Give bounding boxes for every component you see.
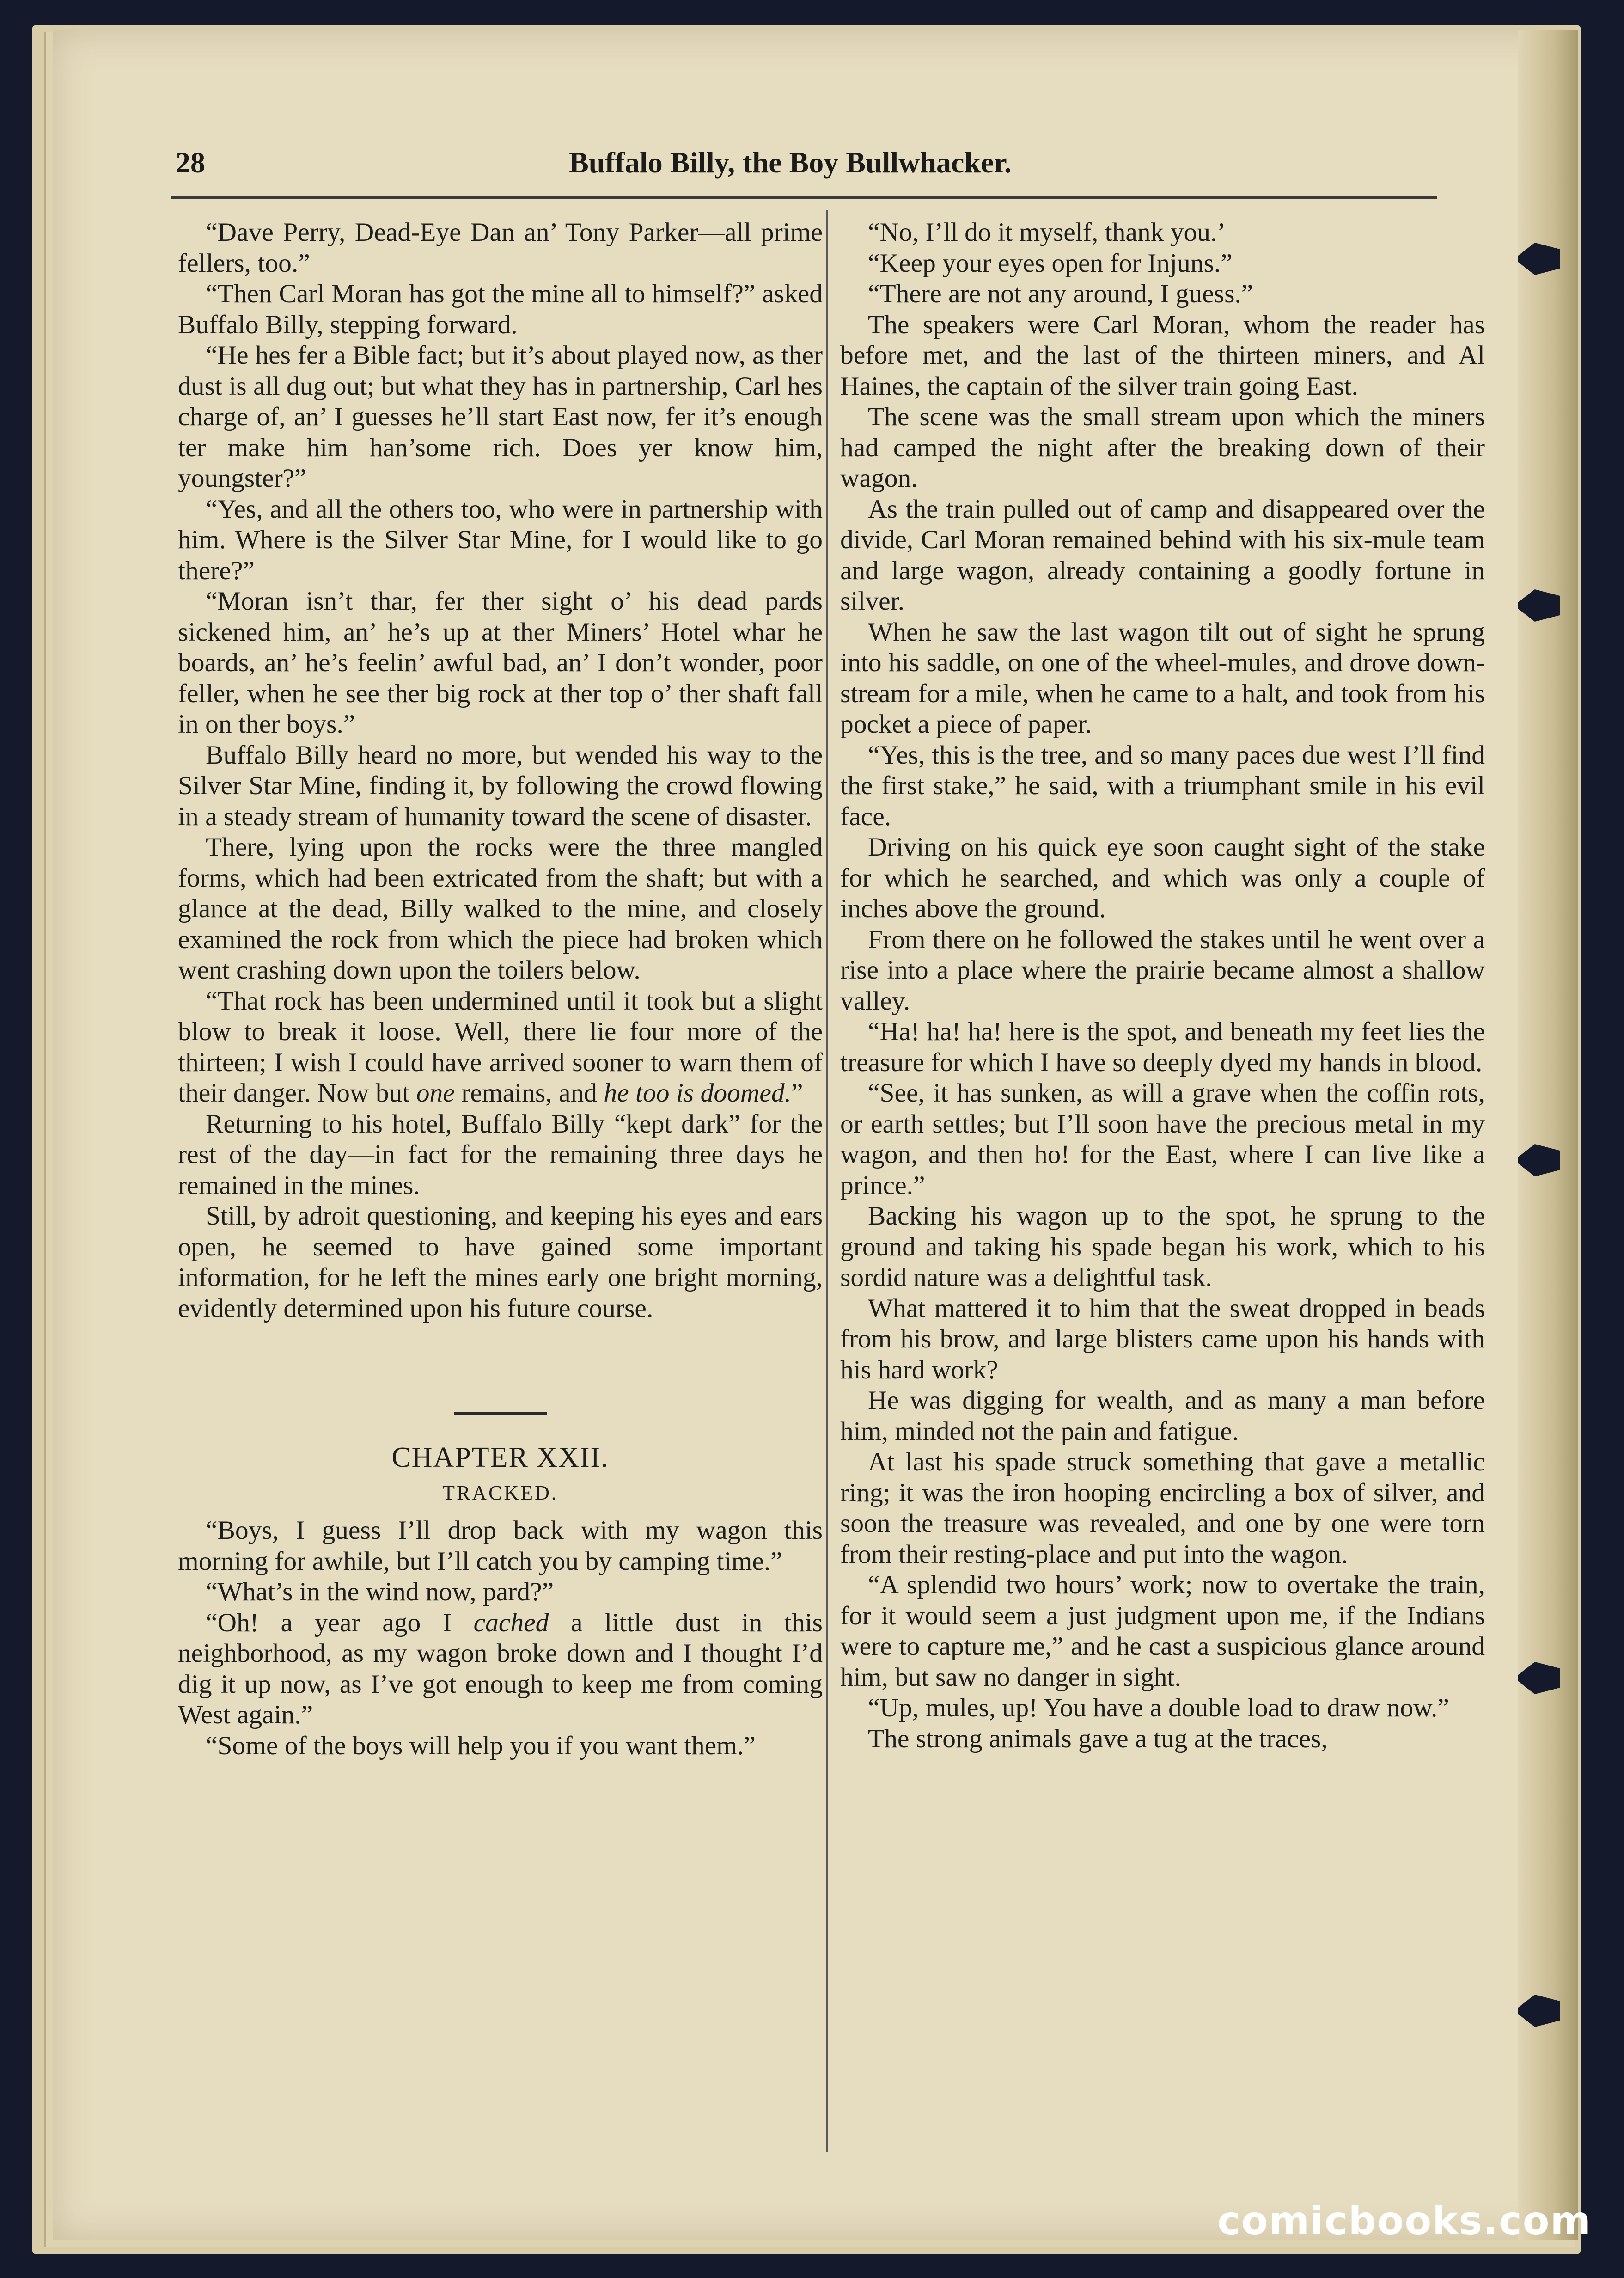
paragraph: “Ha! ha! ha! here is the spot, and beneath my feet lies the treasure for which I have so deeply dyed my hands in blood. (840, 1017, 1485, 1077)
header-rule (171, 196, 1437, 199)
italic-text: he too is doomed. (604, 1078, 792, 1108)
chapter-title: CHAPTER XXII. (391, 1442, 609, 1473)
paragraph: From there on he followed the stakes until he went over a rise into a place where the prairie became almost a shallow valley. (840, 925, 1485, 1016)
paragraph: There, lying upon the rocks were the three mangled forms, which had been extricated from the shaft; but with a glance at the dead, Billy walked to the mine, and closely examined the rock from which the piece had broken which went crashing down upon the toilers below. (178, 833, 823, 985)
paragraph: Returning to his hotel, Buffalo Billy “kept dark” for the rest of the day—in fact for the remaining three days he remained in the mines. (178, 1109, 823, 1200)
paragraph-text: remains, and (454, 1078, 604, 1108)
running-title: Buffalo Billy, the Boy Bullwhacker. (569, 146, 1012, 179)
watermark-text: comicbooks.com (1217, 2198, 1592, 2243)
paragraph-text: ” (791, 1078, 803, 1108)
paragraph: “Then Carl Moran has got the mine all to himself?” asked Buffalo Billy, stepping forward. (178, 279, 823, 339)
paragraph: “Boys, I guess I’ll drop back with my wagon this morning for awhile, but I’ll catch you by camping time.” (178, 1516, 823, 1576)
paragraph: “See, it has sunken, as will a grave when the coffin rots, or earth settles; but I’ll soon have the precious metal in my wagon, and then ho! for the East, where I can live like a prince.” (840, 1078, 1485, 1200)
paragraph: Still, by adroit questioning, and keeping his eyes and ears open, he seemed to have gained some important information, for he left the mines early one bright morning, evidently determined upon his future course. (178, 1201, 823, 1323)
left-column (178, 217, 823, 1761)
paragraph-text: “That rock has been undermined until it took but a slight blow to break it loose. Well, there lie four more of the thirteen; I wish I could have arrived sooner to warn them of their danger. Now but (178, 986, 823, 1108)
paragraph: “No, I’ll do it myself, thank you.’ (868, 218, 1226, 247)
paragraph (178, 986, 823, 1109)
paragraph: “Dave Perry, Dead-Eye Dan an’ Tony Parker—all prime fellers, too.” (178, 218, 823, 278)
page-header (120, 146, 1460, 192)
paragraph: The speakers were Carl Moran, whom the reader has before met, and the last of the thirteen miners, and Al Haines, the captain of the silver train going East. (840, 310, 1485, 401)
italic-text: cached (473, 1608, 549, 1637)
paragraph-text: “Oh! a year ago I (206, 1608, 474, 1637)
paragraph: “Yes, this is the tree, and so many paces due west I’ll find the first stake,” he said, with a triumphant smile in his evil face. (840, 740, 1485, 831)
paragraph: “What’s in the wind now, pard?” (206, 1577, 554, 1606)
paragraph: When he saw the last wagon tilt out of sight he sprung into his saddle, on one of the wheel-mules, and drove down-stream for a mile, when he came to a halt, and took from his pocket a piece of paper. (840, 617, 1485, 739)
paragraph: The scene was the small stream upon which the miners had camped the night after the breaking down of their wagon. (840, 402, 1485, 493)
paragraph: “Some of the boys will help you if you want them.” (206, 1731, 756, 1760)
paragraph: Buffalo Billy heard no more, but wended his way to the Silver Star Mine, finding it, by following the crowd flowing in a steady stream of humanity toward the scene of disaster. (178, 740, 823, 831)
chapter-separator-rule (454, 1412, 547, 1415)
paragraph: “There are not any around, I guess.” (868, 279, 1253, 308)
paragraph: The strong animals gave a tug at the traces, (868, 1724, 1328, 1753)
paragraph: “Up, mules, up! You have a double load to draw now.” (868, 1693, 1449, 1722)
page-binding (1518, 30, 1578, 2240)
page-number: 28 (176, 146, 205, 179)
paragraph: Driving on his quick eye soon caught sight of the stake for which he searched, and which was only a couple of inches above the ground. (840, 833, 1485, 923)
paragraph: Backing his wagon up to the spot, he sprung to the ground and taking his spade began his work, which to his sordid nature was a delightful task. (840, 1201, 1485, 1292)
chapter-subtitle: TRACKED. (442, 1481, 558, 1504)
paragraph (178, 1608, 823, 1731)
italic-text: one (416, 1078, 455, 1108)
paragraph: What mattered it to him that the sweat dropped in beads from his brow, and large blisters came upon his hands with his hard work? (840, 1293, 1485, 1384)
paragraph: As the train pulled out of camp and disappeared over the divide, Carl Moran remained behind with his six-mule team and large wagon, already containing a goodly fortune in silver. (840, 494, 1485, 616)
right-column (840, 217, 1485, 1754)
paragraph: He was digging for wealth, and as many a man before him, minded not the pain and fatigue. (840, 1386, 1485, 1446)
paragraph: “Moran isn’t thar, fer ther sight o’ his dead pards sickened him, an’ he’s up at ther Miners’ Hotel whar he boards, an’ he’s feelin’ awful bad, an’ I don’t wonder, poor feller, when he see ther big rock at ther top o’ ther shaft fall in on ther boys.” (178, 587, 823, 739)
paragraph: “Yes, and all the others too, who were in partnership with him. Where is the Silver Star Mine, for I would like to go there?” (178, 494, 823, 585)
paragraph: “A splendid two hours’ work; now to overtake the train, for it would seem a just judgment upon me, if the Indians were to capture me,” and he cast a suspicious glance around him, but saw no danger in sight. (840, 1570, 1485, 1692)
paragraph: “Keep your eyes open for Injuns.” (868, 248, 1233, 278)
paragraph: At last his spade struck something that gave a metallic ring; it was the iron hooping encircling a box of silver, and soon the treasure was revealed, and one by one were torn from their resting-place and put into the wagon. (840, 1447, 1485, 1569)
paragraph: “He hes fer a Bible fact; but it’s about played now, as ther dust is all dug out; but what they has in partnership, Carl hes charge of, an’ I guesses he’ll start East now, fer it’s enough ter make him han’some rich. Does yer know him, youngster?” (178, 341, 823, 493)
column-divider (826, 210, 828, 2152)
paragraph-text: a little dust in this neighborhood, as my wagon broke down and I thought I’d dig it up now, as I’ve got enough to keep me from coming West again.” (178, 1608, 823, 1729)
